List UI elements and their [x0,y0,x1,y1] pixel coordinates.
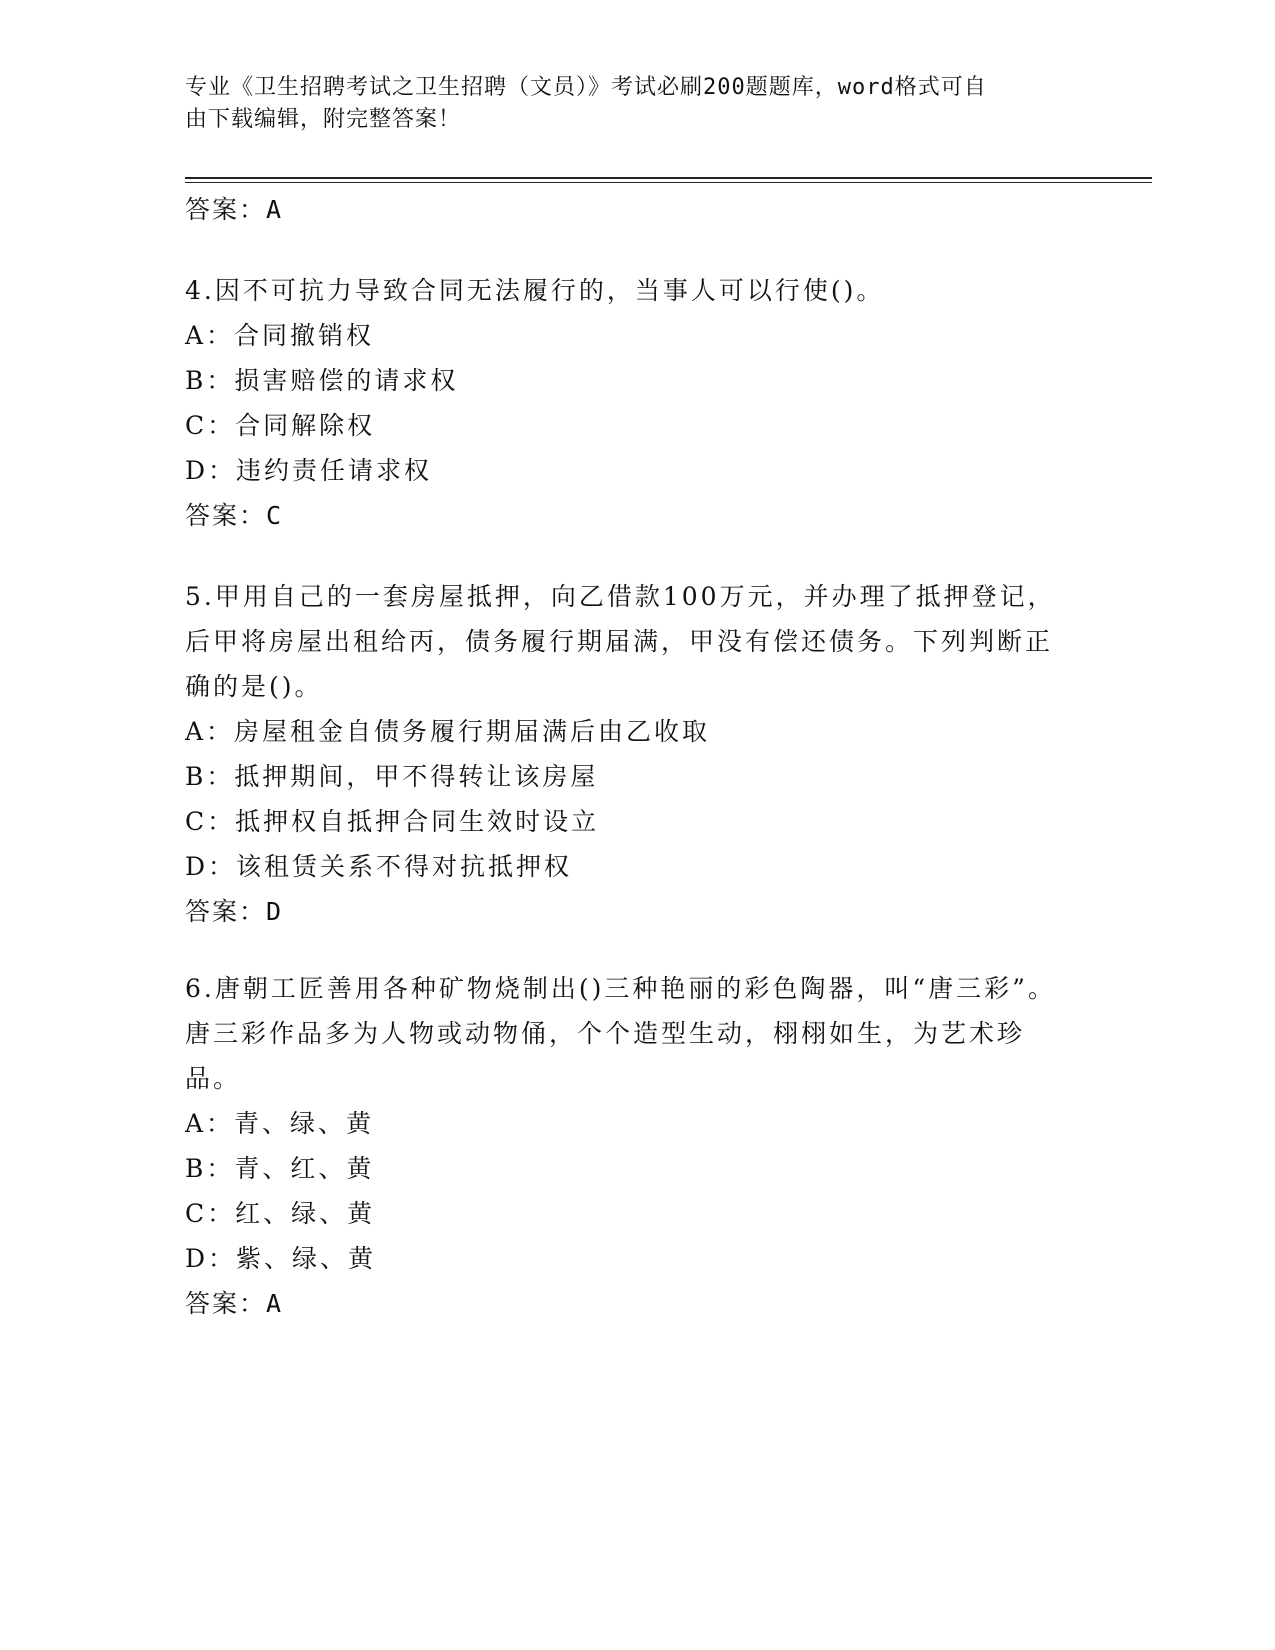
option-d: D：该租赁关系不得对抗抵押权 [185,852,573,881]
question-stem: 6.唐朝工匠善用各种矿物烧制出()三种艳丽的彩色陶器，叫“唐三彩”。唐三彩作品多为人物或动物俑，个个造型生动，栩栩如生，为艺术珍品。 [185,974,1056,1093]
option-b: B：损害赔偿的请求权 [185,366,459,395]
header-rule-thin [185,182,1152,183]
header-line-1: 专业《卫生招聘考试之卫生招聘（文员）》考试必刷200题题库，word格式可自 [185,75,987,100]
option-c: C：抵押权自抵押合同生效时设立 [185,807,600,836]
answer-label: 答案：D [185,897,284,926]
answer-label: 答案：C [185,501,284,530]
document-header [185,72,1065,136]
option-a: A：合同撤销权 [185,321,375,350]
question-6 [185,966,1065,1326]
option-d: D：违约责任请求权 [185,456,433,485]
option-b: B：青、红、黄 [185,1154,375,1183]
question-stem: 5.甲用自己的一套房屋抵押，向乙借款100万元，并办理了抵押登记，后甲将房屋出租给丙，债务履行期届满，甲没有偿还债务。下列判断正确的是()。 [185,582,1056,701]
option-a: A：房屋租金自债务履行期届满后由乙收取 [185,717,711,746]
option-c: C：红、绿、黄 [185,1199,376,1228]
option-c: C：合同解除权 [185,411,376,440]
option-a: A：青、绿、黄 [185,1109,375,1138]
option-d: D：紫、绿、黄 [185,1244,377,1273]
option-b: B：抵押期间，甲不得转让该房屋 [185,762,599,791]
question-5 [185,574,1065,934]
question-stem: 4.因不可抗力导致合同无法履行的，当事人可以行使()。 [185,276,885,305]
header-rule-thick [185,177,1152,179]
header-line-2: 由下载编辑，附完整答案！ [185,107,462,132]
question-4 [185,268,1065,538]
answer-label: 答案：A [185,1289,284,1318]
answer-label: 答案：A [185,195,284,224]
